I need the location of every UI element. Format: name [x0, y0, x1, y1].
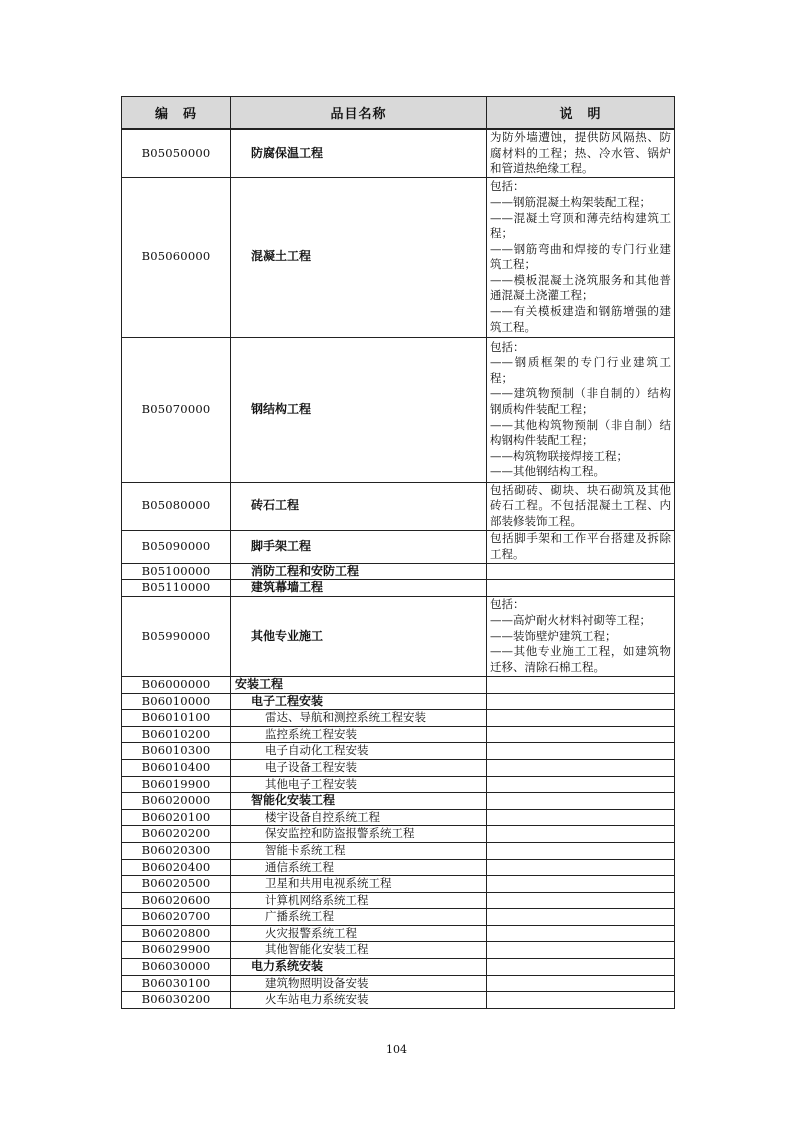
table-row [122, 992, 675, 1009]
row-code: B05090000 [122, 530, 231, 563]
table-row [122, 942, 675, 959]
row-desc [487, 909, 675, 926]
row-code: B05990000 [122, 596, 231, 676]
row-name: 防腐保温工程 [231, 129, 487, 177]
row-desc [487, 580, 675, 597]
row-name: 楼宇设备自控系统工程 [231, 809, 487, 826]
row-code: B06029900 [122, 942, 231, 959]
row-desc [487, 759, 675, 776]
table-row [122, 809, 675, 826]
table-row [122, 793, 675, 810]
row-code: B05100000 [122, 563, 231, 580]
row-desc: 包括砌砖、砌块、块石砌筑及其他砖石工程。不包括混凝土工程、内部装修装饰工程。 [487, 482, 675, 530]
table-row [122, 530, 675, 563]
row-desc [487, 975, 675, 992]
table-row [122, 909, 675, 926]
page-number: 104 [386, 1043, 407, 1056]
row-name: 广播系统工程 [231, 909, 487, 926]
row-code: B06030000 [122, 959, 231, 976]
header-code: 编 码 [122, 97, 231, 130]
table-row [122, 892, 675, 909]
row-code: B06020700 [122, 909, 231, 926]
row-code: B06020600 [122, 892, 231, 909]
table-row [122, 482, 675, 530]
table-row [122, 693, 675, 710]
row-desc [487, 693, 675, 710]
row-name: 建筑物照明设备安装 [231, 975, 487, 992]
row-desc: 包括： ——钢质框架的专门行业建筑工程； ——建筑物预制（非自制的）结构钢质构件装配工程； ——其他构筑物预制（非自制）结构钢构件装配工程； ——构筑物联接焊接工程； ——其他钢结构工程。 [487, 337, 675, 482]
table-row [122, 596, 675, 676]
row-code: B06020500 [122, 876, 231, 893]
row-name: 电力系统安装 [231, 959, 487, 976]
row-code: B05110000 [122, 580, 231, 597]
row-name: 保安监控和防盗报警系统工程 [231, 826, 487, 843]
table-row [122, 177, 675, 337]
table-row [122, 337, 675, 482]
table-row [122, 842, 675, 859]
catalog-table [121, 96, 675, 1009]
row-desc [487, 676, 675, 693]
row-desc [487, 942, 675, 959]
row-desc [487, 826, 675, 843]
row-desc [487, 793, 675, 810]
row-desc [487, 563, 675, 580]
table-row [122, 859, 675, 876]
row-desc [487, 710, 675, 727]
row-desc: 包括脚手架和工作平台搭建及拆除工程。 [487, 530, 675, 563]
row-name: 智能化安装工程 [231, 793, 487, 810]
table-row [122, 710, 675, 727]
table-row [122, 743, 675, 760]
table-row [122, 759, 675, 776]
row-name: 卫星和共用电视系统工程 [231, 876, 487, 893]
row-desc [487, 876, 675, 893]
table-row [122, 563, 675, 580]
row-code: B06020200 [122, 826, 231, 843]
header-name: 品目名称 [231, 97, 487, 130]
row-desc [487, 892, 675, 909]
table-row [122, 726, 675, 743]
table-row [122, 975, 675, 992]
row-name: 其他智能化安装工程 [231, 942, 487, 959]
row-code: B06030200 [122, 992, 231, 1009]
row-name: 雷达、导航和测控系统工程安装 [231, 710, 487, 727]
row-code: B06010000 [122, 693, 231, 710]
row-desc: 包括： ——钢筋混凝土构架装配工程； ——混凝土穹顶和薄壳结构建筑工程； ——钢筋弯曲和焊接的专门行业建筑工程； ——模板混凝土浇筑服务和其他普通混凝土浇灌工程； ——有关模板建造和钢筋增强的建筑工程。 [487, 177, 675, 337]
row-desc [487, 992, 675, 1009]
row-name: 脚手架工程 [231, 530, 487, 563]
row-code: B06020300 [122, 842, 231, 859]
row-desc [487, 776, 675, 793]
table-row [122, 959, 675, 976]
row-desc [487, 959, 675, 976]
row-desc [487, 842, 675, 859]
row-name: 电子工程安装 [231, 693, 487, 710]
row-name: 建筑幕墙工程 [231, 580, 487, 597]
row-code: B06020000 [122, 793, 231, 810]
row-code: B06010300 [122, 743, 231, 760]
row-code: B06019900 [122, 776, 231, 793]
row-desc [487, 743, 675, 760]
row-code: B06020800 [122, 925, 231, 942]
row-code: B05080000 [122, 482, 231, 530]
header-desc: 说 明 [487, 97, 675, 130]
row-code: B05050000 [122, 129, 231, 177]
row-name: 监控系统工程安装 [231, 726, 487, 743]
row-name: 通信系统工程 [231, 859, 487, 876]
row-code: B06020400 [122, 859, 231, 876]
row-code: B06010400 [122, 759, 231, 776]
table-row [122, 676, 675, 693]
row-name: 电子设备工程安装 [231, 759, 487, 776]
row-desc [487, 726, 675, 743]
row-code: B06010200 [122, 726, 231, 743]
row-desc [487, 859, 675, 876]
row-code: B06030100 [122, 975, 231, 992]
row-desc [487, 925, 675, 942]
table-header-row [122, 97, 675, 130]
row-code: B05060000 [122, 177, 231, 337]
row-name: 火车站电力系统安装 [231, 992, 487, 1009]
row-name: 其他专业施工 [231, 596, 487, 676]
row-name: 计算机网络系统工程 [231, 892, 487, 909]
row-name: 消防工程和安防工程 [231, 563, 487, 580]
table-row [122, 925, 675, 942]
table-row [122, 129, 675, 177]
row-desc: 包括： ——高炉耐火材料衬砌等工程； ——装饰壁炉建筑工程； ——其他专业施工工程，如建筑物迁移、清除石棉工程。 [487, 596, 675, 676]
table-row [122, 826, 675, 843]
row-name: 智能卡系统工程 [231, 842, 487, 859]
row-name: 钢结构工程 [231, 337, 487, 482]
row-code: B06020100 [122, 809, 231, 826]
row-code: B06010100 [122, 710, 231, 727]
row-name: 其他电子工程安装 [231, 776, 487, 793]
row-code: B05070000 [122, 337, 231, 482]
row-code: B06000000 [122, 676, 231, 693]
row-desc: 为防外墙遭蚀，提供防风隔热、防腐材料的工程；热、冷水管、锅炉和管道热绝缘工程。 [487, 129, 675, 177]
row-name: 砖石工程 [231, 482, 487, 530]
row-name: 安装工程 [231, 676, 487, 693]
row-name: 火灾报警系统工程 [231, 925, 487, 942]
row-desc [487, 809, 675, 826]
row-name: 混凝土工程 [231, 177, 487, 337]
table-row [122, 580, 675, 597]
table-row [122, 876, 675, 893]
table-row [122, 776, 675, 793]
row-name: 电子自动化工程安装 [231, 743, 487, 760]
